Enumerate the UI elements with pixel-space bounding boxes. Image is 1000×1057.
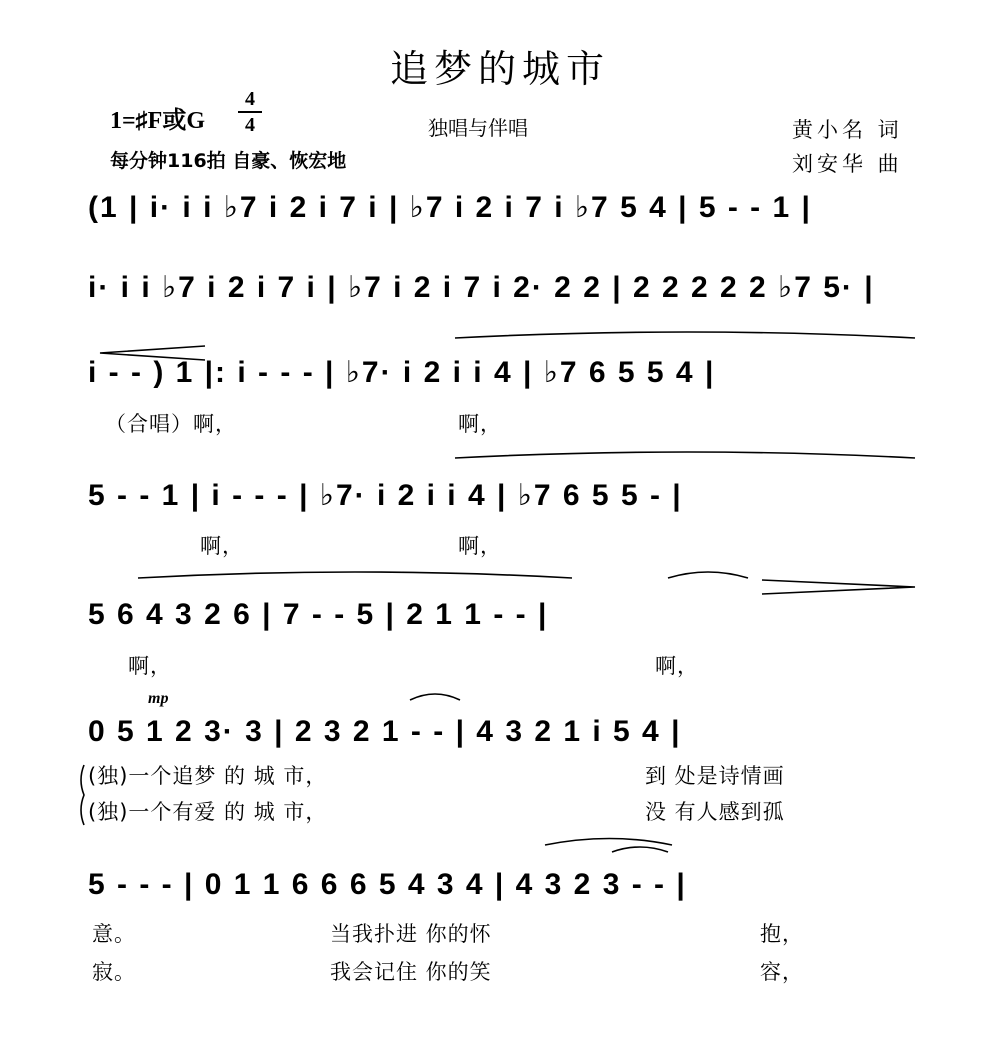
- verse-1-line-b: 到 处是诗情画: [645, 764, 785, 788]
- time-signature-top: 4: [245, 88, 255, 110]
- lyric-row-5-ah-2: 啊，: [655, 654, 699, 678]
- key-signature: 1=♯F或G: [110, 108, 206, 134]
- staff-row-2: i· i i ♭7 i 2 i 7 i | ♭7 i 2 i 7 i 2· 2 2 | 2 2 2 2 2 ♭7 5· |: [88, 271, 875, 304]
- lyricist-credit: 黄小名 词: [792, 118, 903, 142]
- staff-row-5: 5 6 4 3 2 6 | 7 - - 5 | 2 1 1 - - |: [88, 598, 549, 631]
- lyric-row-4-ah-1: 啊，: [200, 534, 244, 558]
- slur-mark: [668, 572, 748, 578]
- staff-row-3: i - - ) 1 |: i - - - | ♭7· i 2 i i 4 | ♭7 6 5 5 4 |: [88, 356, 716, 389]
- lyric-row-3-chorus: （合唱）啊，: [105, 412, 237, 436]
- lyric-row-3-ah: 啊，: [458, 412, 502, 436]
- slur-mark: [545, 839, 672, 846]
- tempo-marking: 每分钟116拍 自豪、恢宏地: [110, 150, 347, 172]
- verse-2-line-e: 容，: [760, 960, 804, 984]
- slur-mark: [138, 572, 572, 578]
- slur-mark: [410, 694, 460, 700]
- verse-1-line-e: 抱，: [760, 922, 804, 946]
- verse-brace: [81, 765, 84, 825]
- song-title: 追梦的城市: [389, 47, 610, 91]
- genre-label: 独唱与伴唱: [428, 116, 528, 140]
- time-signature-bottom: 4: [245, 114, 255, 136]
- staff-row-4: 5 - - 1 | i - - - | ♭7· i 2 i i 4 | ♭7 6 5 5 - |: [88, 479, 683, 512]
- staff-row-1: (1 | i· i i ♭7 i 2 i 7 i | ♭7 i 2 i 7 i ♭7 5 4 | 5 - - 1 |: [88, 191, 812, 224]
- verse-2-line-b: 没 有人感到孤: [645, 800, 785, 824]
- verse-1-line-c: 意。: [92, 922, 136, 946]
- verse-1-line-a: (独)一个追梦 的 城 市，: [88, 764, 328, 788]
- slur-mark: [455, 332, 915, 338]
- dynamic-marking: mp: [148, 690, 169, 707]
- lyric-row-4-ah-2: 啊，: [458, 534, 502, 558]
- lyric-row-5-ah-1: 啊，: [128, 654, 172, 678]
- crescendo-hairpin: [100, 346, 205, 360]
- slur-mark: [612, 847, 668, 852]
- composer-credit: 刘安华 曲: [792, 152, 903, 176]
- verse-2-line-c: 寂。: [92, 960, 136, 984]
- crescendo-hairpin: [762, 580, 915, 594]
- slur-mark: [455, 452, 915, 458]
- verse-2-line-a: (独)一个有爱 的 城 市，: [88, 800, 328, 824]
- verse-1-line-d: 当我扑进 你的怀: [330, 922, 492, 946]
- verse-2-line-d: 我会记住 你的笑: [330, 960, 492, 984]
- staff-row-7: 5 - - - | 0 1 1 6 6 6 5 4 3 4 | 4 3 2 3 - - |: [88, 868, 687, 901]
- staff-row-6: 0 5 1 2 3· 3 | 2 3 2 1 - - | 4 3 2 1 i 5 4 |: [88, 715, 682, 748]
